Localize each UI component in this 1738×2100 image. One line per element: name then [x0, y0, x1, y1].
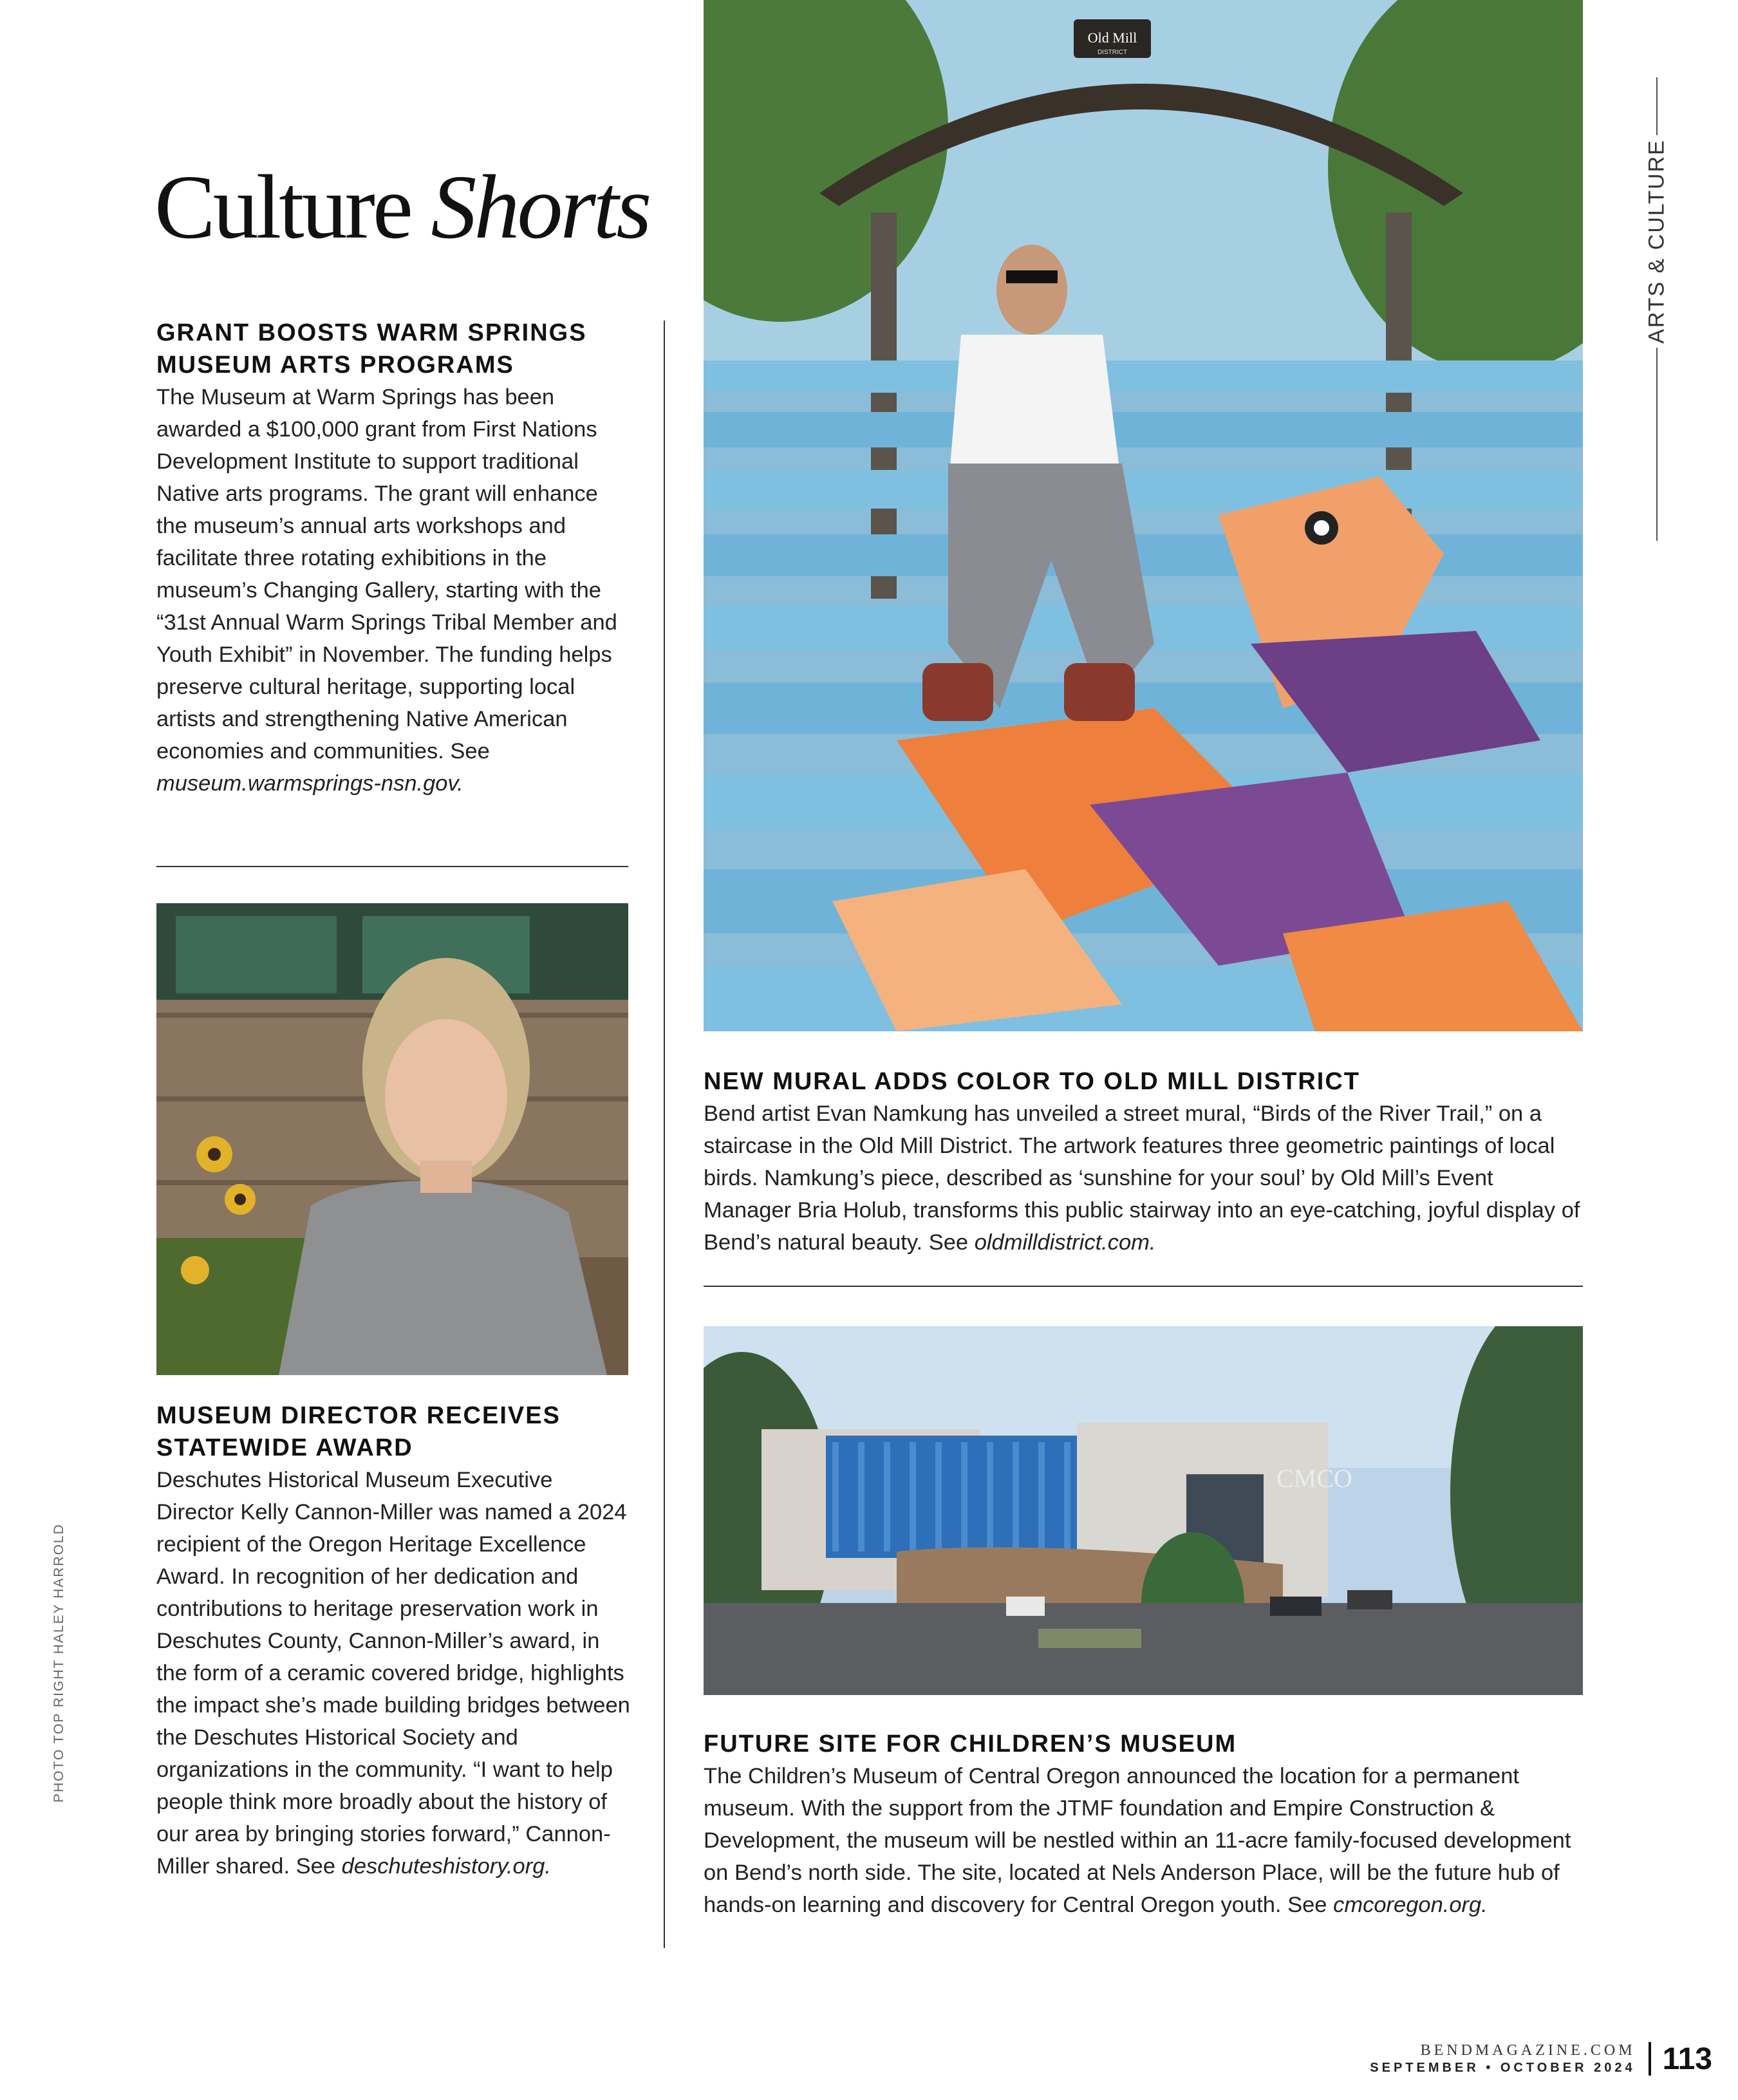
footer-meta	[1370, 2041, 1635, 2076]
column-divider	[664, 321, 665, 1948]
page-footer	[1370, 2039, 1712, 2078]
section-tab-line-bottom	[1656, 348, 1658, 541]
building-sign-text: CMCO	[1276, 1464, 1352, 1493]
building-rendering	[704, 1326, 1583, 1695]
article-grant	[156, 317, 633, 800]
article-divider	[704, 1286, 1583, 1287]
mural-sign-subtext: DISTRICT	[1097, 49, 1128, 56]
section-tab	[1644, 77, 1670, 464]
mural-sign-text: Old Mill	[1087, 30, 1137, 46]
page-title	[154, 156, 649, 258]
mural-photo	[704, 0, 1583, 1031]
page-title-word-2: Shorts	[431, 156, 649, 258]
article-grant-body	[156, 381, 633, 800]
article-childrens-museum-body	[704, 1760, 1583, 1921]
article-grant-link[interactable]: museum.warmsprings-nsn.gov.	[156, 771, 463, 796]
article-grant-headline: GRANT BOOSTS WARM SPRINGS MUSEUM ARTS PROGRAMS	[156, 319, 587, 379]
article-mural-headline: NEW MURAL ADDS COLOR TO OLD MILL DISTRICT	[704, 1068, 1360, 1095]
footer-divider	[1649, 2042, 1651, 2076]
article-director-body	[156, 1464, 633, 1882]
portrait-photo-graphic	[156, 903, 628, 1375]
portrait-photo	[156, 903, 628, 1375]
article-grant-text: The Museum at Warm Springs has been awarded a $100,000 grant from First Nations Development Institute to support traditional Native arts programs. The grant will enhance the museum’s annual arts workshops and facilitate three rotating exhibitions in the museum’s Changing Gallery, starting with the “31st Annual Warm Springs Tribal Member and Youth Exhibit” in November. The funding helps preserve cultural heritage, supporting local artists and strengthening Native American economies and communities. See	[156, 385, 617, 764]
mural-photo-graphic	[704, 0, 1583, 1031]
article-director	[156, 1400, 633, 1882]
footer-issue: SEPTEMBER • OCTOBER 2024	[1370, 2061, 1636, 2075]
article-childrens-museum-link[interactable]: cmcoregon.org.	[1333, 1893, 1488, 1917]
page-number: 113	[1662, 2041, 1712, 2076]
article-mural-text: Bend artist Evan Namkung has unveiled a street mural, “Birds of the River Trail,” on a staircase in the Old Mill District. The artwork features three geometric paintings of local birds. Namkung’s piece, described as ‘sunshine for your soul’ by Old Mill’s Event Manager Bria Holub, transforms this public stairway into an eye-catching, joyful display of Bend’s natural beauty. See	[704, 1102, 1580, 1255]
page-title-word-1: Culture	[154, 156, 411, 258]
article-director-headline: MUSEUM DIRECTOR RECEIVES STATEWIDE AWARD	[156, 1402, 561, 1461]
article-divider	[156, 866, 628, 867]
article-childrens-museum-headline: FUTURE SITE FOR CHILDREN’S MUSEUM	[704, 1730, 1237, 1758]
article-mural	[704, 1065, 1583, 1259]
article-mural-body	[704, 1098, 1583, 1259]
article-childrens-museum	[704, 1728, 1583, 1921]
article-director-link[interactable]: deschuteshistory.org.	[341, 1854, 551, 1879]
photo-credit	[51, 1523, 90, 1804]
section-tab-line-top	[1656, 77, 1658, 135]
article-director-text: Deschutes Historical Museum Executive Director Kelly Cannon-Miller was named a 2024 recipient of the Oregon Heritage Excellence Award. In recognition of her dedication and contributions to heritage preservation work in Deschutes County, Cannon-Miller’s award, in the form of a ceramic covered bridge, highlights the impact she’s made building bridges between the Deschutes Historical Society and organizations in the community. “I want to help people think more broadly about the history of our area by bringing stories forward,” Cannon-Miller shared. See	[156, 1468, 630, 1879]
building-rendering-graphic	[704, 1326, 1583, 1695]
footer-site[interactable]: BENDMAGAZINE.COM	[1420, 2042, 1636, 2059]
photo-credit-text: PHOTO TOP RIGHT HALEY HARROLD	[51, 1523, 66, 1803]
article-mural-link[interactable]: oldmilldistrict.com.	[974, 1230, 1156, 1255]
article-childrens-museum-text: The Children’s Museum of Central Oregon announced the location for a permanent museum. With the support from the JTMF foundation and Empire Construction & Development, the museum will be nestled within an 11-acre family-focused development on Bend’s north side. The site, located at Nels Anderson Place, will be the future hub of hands-on learning and discovery for Central Oregon youth. See	[704, 1764, 1571, 1917]
section-label: ARTS & CULTURE	[1644, 139, 1669, 344]
